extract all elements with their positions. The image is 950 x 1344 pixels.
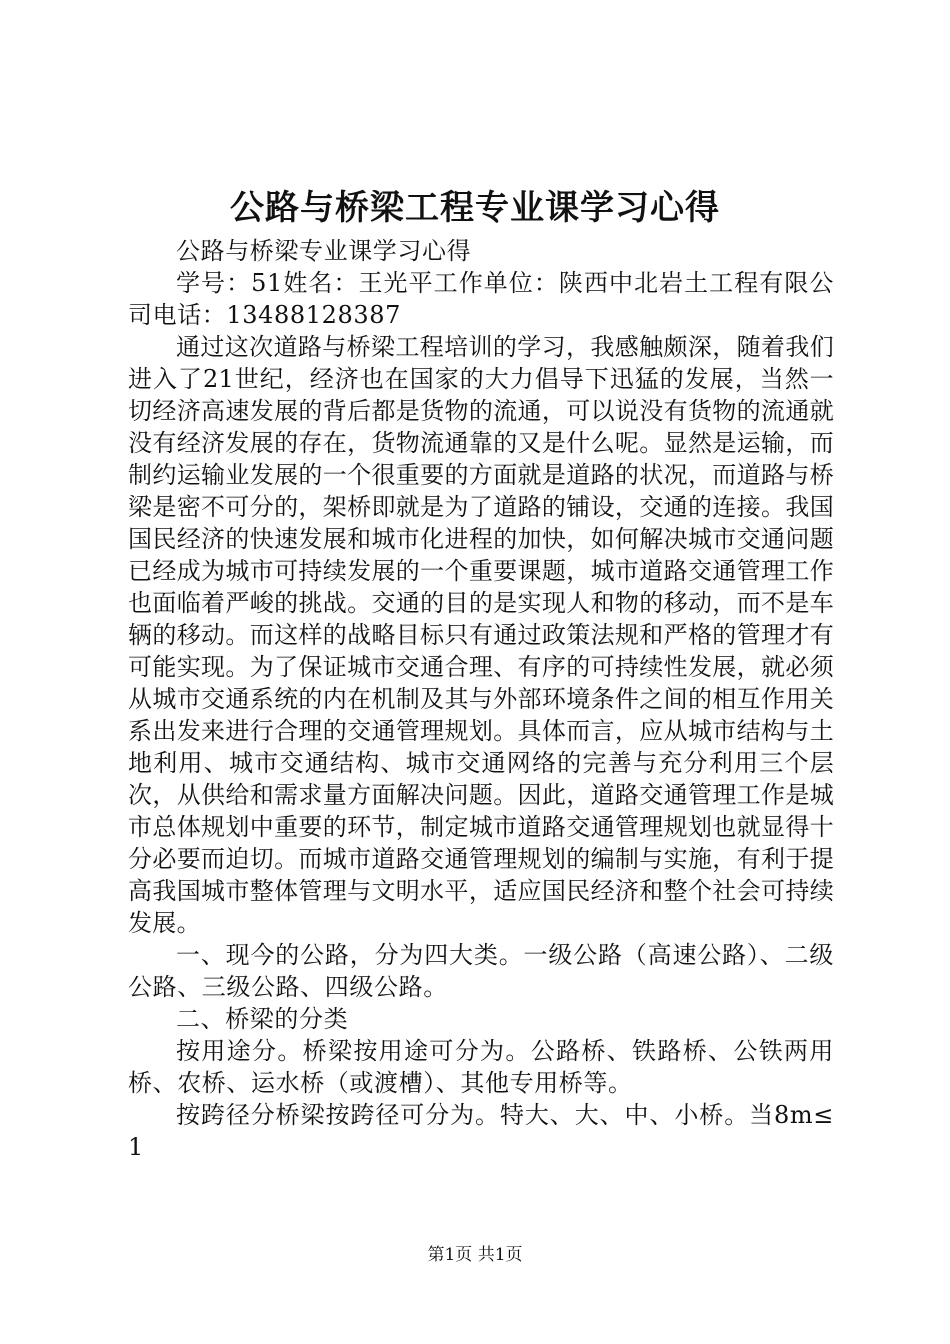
author-info-paragraph: 学号：51姓名：王光平工作单位：陕西中北岩土工程有限公司电话：13488128387	[128, 269, 834, 329]
bridge-by-span-paragraph: 按跨径分桥梁按跨径可分为。特大、大、中、小桥。当8m≤1	[128, 1101, 834, 1161]
body-paragraph: 通过这次道路与桥梁工程培训的学习，我感触颇深，随着我们进入了21世纪，经济也在国家的大力倡导下迅猛的发展，当然一切经济高速发展的背后都是货物的流通，可以说没有货物的流通就没有经济发展的存在，货物流通靠的又是什么呢。显然是运输，而制约运输业发展的一个很重要的方面就是道路的状况，而道路与桥梁是密不可分的，架桥即就是为了道路的铺设，交通的连接。我国国民经济的快速发展和城市化进程的加快，如何解决城市交通问题已经成为城市可持续发展的一个重要课题，城市道路交通管理工作也面临着严峻的挑战。交通的目的是实现人和物的移动，而不是车辆的移动。而这样的战略目标只有通过政策法规和严格的管理才有可能实现。为了保证城市交通合理、有序的可持续性发展，就必须从城市交通系统的内在机制及其与外部环境条件之间的相互作用关系出发来进行合理的交通管理规划。具体而言，应从城市结构与土地利用、城市交通结构、城市交通网络的完善与充分利用三个层次，从供给和需求量方面解决问题。因此，道路交通管理工作是城市总体规划中重要的环节，制定城市道路交通管理规划也就显得十分必要而迫切。而城市道路交通管理规划的编制与实施，有利于提高我国城市整体管理与文明水平，适应国民经济和整个社会可持续发展。	[128, 333, 834, 937]
bridge-classification-heading: 二、桥梁的分类	[176, 1005, 349, 1033]
document-body	[128, 235, 834, 1163]
bridge-by-use-paragraph: 按用途分。桥梁按用途可分为。公路桥、铁路桥、公铁两用桥、农桥、运水桥（或渡槽）、其他专用桥等。	[128, 1037, 834, 1097]
document-title: 公路与桥梁工程专业课学习心得	[230, 188, 720, 228]
page-number-footer: 第1页 共1页	[427, 1245, 523, 1265]
subtitle-paragraph: 公路与桥梁专业课学习心得	[176, 237, 472, 265]
road-classification-paragraph: 一、现今的公路，分为四大类。一级公路（高速公路）、二级公路、三级公路、四级公路。	[128, 941, 834, 1001]
